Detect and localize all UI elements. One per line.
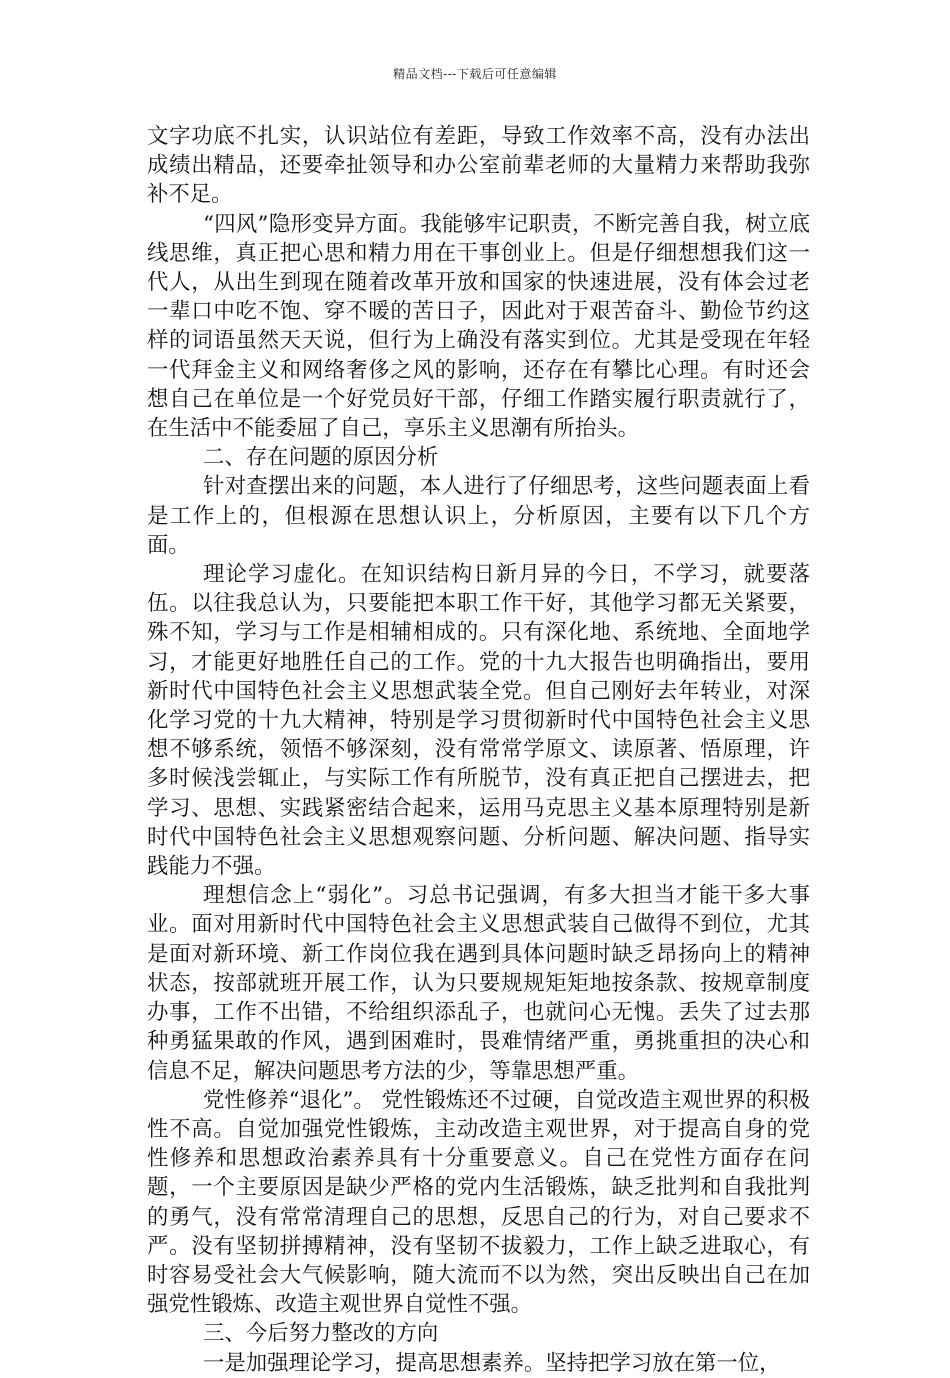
- paragraph-four-winds: “四风”隐形变异方面。我能够牢记职责，不断完善自我，树立底线思维，真正把心思和精力用在干事创业上。但是仔细想想我们这一代人，从出生到现在随着改革开放和国家的快速进展，没有体会过老一辈口中吃不饱、穿不暖的苦日子，因此对于艰苦奋斗、勤俭节约这样的词语虽然天天说，但行为上确没有落实到位。尤其是受现在年轻一代拜金主义和网络奢侈之风的影响，还存在有攀比心理。有时还会想自己在单位是一个好党员好干部，仔细工作踏实履行职责就行了，在生活中不能委屈了自己，享乐主义思潮有所抬头。: [147, 211, 810, 442]
- paragraph-ideals-beliefs: 理想信念上“弱化”。习总书记强调，有多大担当才能干多大事业。面对用新时代中国特色社会主义思想武装自己做得不到位，尤其是面对新环境、新工作岗位我在遇到具体问题时缺乏昂扬向上的精神状态，按部就班开展工作，认为只要规规矩矩地按条款、按规章制度办事，工作不出错，不给组织添乱子，也就问心无愧。丢失了过去那种勇猛果敢的作风，遇到困难时，畏难情绪严重，勇挑重担的决心和信息不足，解决问题思考方法的少，等靠思想严重。: [147, 883, 810, 1084]
- paragraph-theory-study: 理论学习虚化。在知识结构日新月异的今日，不学习，就要落伍。以往我总认为，只要能把本职工作干好，其他学习都无关紧要，殊不知，学习与工作是相辅相成的。只有深化地、系统地、全面地学习，才能更好地胜任自己的工作。党的十九大报告也明确指出，要用新时代中国特色社会主义思想武装全党。但自己刚好去年转业，对深化学习党的十九大精神，特别是学习贯彻新时代中国特色社会主义思想不够系统，领悟不够深刻，没有常常学原文、读原著、悟原理，许多时候浅尝辄止，与实际工作有所脱节，没有真正把自己摆进去，把学习、思想、实践紧密结合起来，运用马克思主义基本原理特别是新时代中国特色社会主义思想观察问题、分析问题、解决问题、指导实践能力不强。: [147, 562, 810, 880]
- paragraph-intro-analysis: 针对查摆出来的问题，本人进行了仔细思考，这些问题表面上看是工作上的，但根源在思想认识上，分析原因，主要有以下几个方面。: [147, 474, 810, 558]
- section-heading-rectification: 三、今后努力整改的方向: [203, 1321, 439, 1347]
- paragraph-party-spirit: 党性修养“退化”。 党性锻炼还不过硬，自觉改造主观世界的积极性不高。自觉加强党性锻炼，主动改造主观世界，对于提高自身的党性修养和思想政治素养具有十分重要意义。自己在党性方面存在问题，一个主要原因是缺少严格的党内生活锻炼，缺乏批判和自我批判的勇气，没有常常清理自己的思想，反思自己的行为，对自己要求不严。没有坚韧拼搏精神，没有坚韧不拔毅力，工作上缺乏进取心，有时容易受社会大气候影响，随大流而不以为然，突出反映出自己在加强党性锻炼、改造主观世界自觉性不强。: [147, 1087, 810, 1318]
- paragraph-continuation: 文字功底不扎实，认识站位有差距，导致工作效率不高，没有办法出成绩出精品，还要牵扯领导和办公室前辈老师的大量精力来帮助我弥补不足。: [147, 124, 810, 208]
- section-heading-cause-analysis: 二、存在问题的原因分析: [203, 445, 439, 471]
- paragraph-strengthen-study: 一是加强理论学习，提高思想素养。坚持把学习放在第一位，: [203, 1350, 781, 1376]
- document-body: [147, 122, 810, 1378]
- page-header: 精品文档---下载后可任意编辑: [393, 67, 557, 81]
